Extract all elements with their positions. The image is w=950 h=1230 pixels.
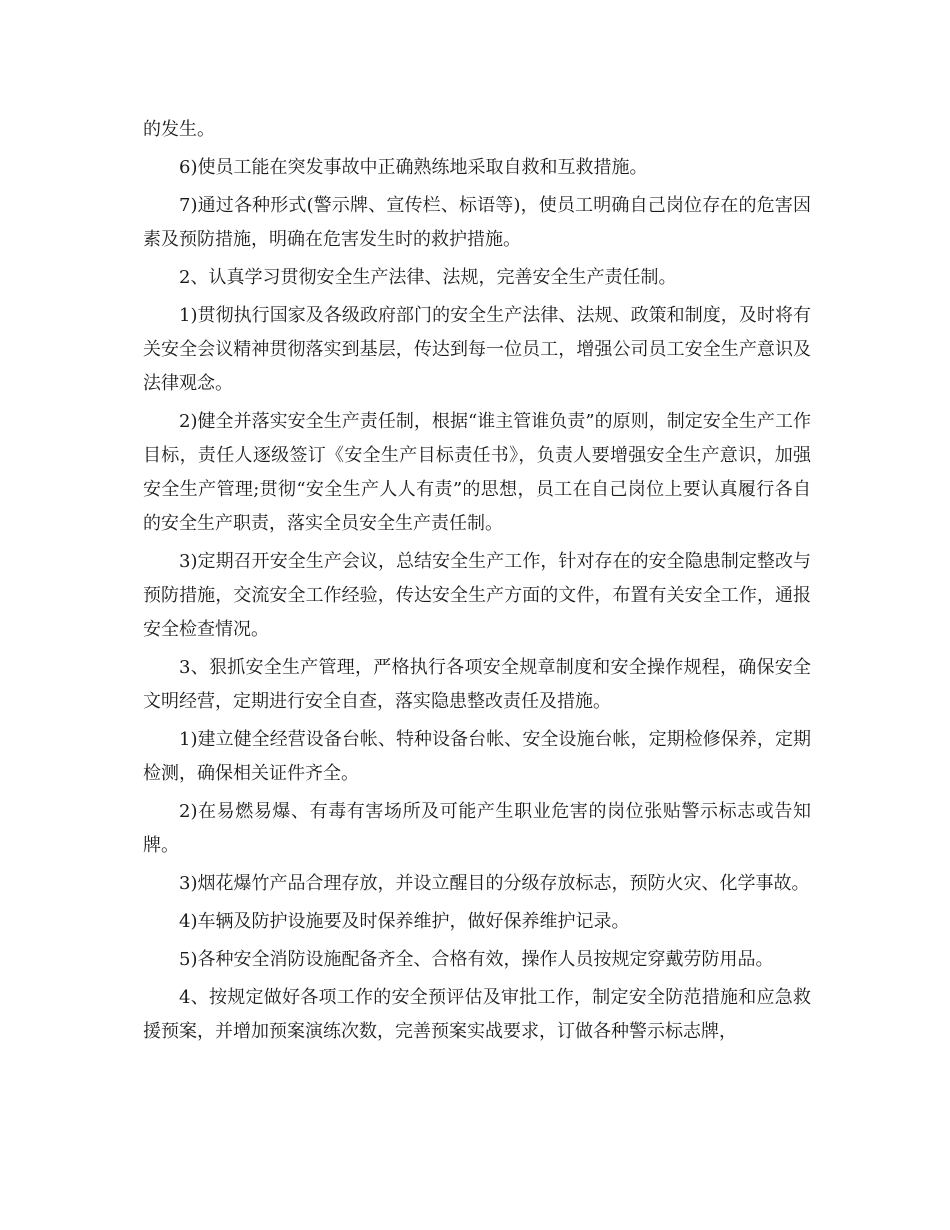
paragraph-item-2-3: 3)定期召开安全生产会议，总结安全生产工作，针对存在的安全隐患制定整改与预防措施，交流安全工作经验，传达安全生产方面的文件，布置有关安全工作，通报安全检查情况。	[143, 551, 811, 640]
paragraph-item-2-2: 2)健全并落实安全生产责任制，根据“谁主管谁负责”的原则，制定安全生产工作目标，责任人逐级签订《安全生产目标责任书》，负责人要增强安全生产意识，加强安全生产管理;贯彻“安全生产人人有责”的思想，员工在自己岗位上要认真履行各自的安全生产职责，落实全员安全生产责任制。	[143, 411, 811, 534]
paragraph-section-2: 2、认真学习贯彻安全生产法律、法规，完善安全生产责任制。	[179, 267, 677, 288]
paragraph-item-3-4: 4)车辆及防护设施要及时保养维护，做好保养维护记录。	[179, 911, 630, 932]
paragraph-section-4: 4、按规定做好各项工作的安全预评估及审批工作，制定安全防范措施和应急救援预案，并增加预案演练次数，完善预案实战要求，订做各种警示标志牌，	[143, 987, 811, 1042]
paragraph-item-3-5: 5)各种安全消防设施配备齐全、合格有效，操作人员按规定穿戴劳防用品。	[179, 949, 774, 970]
document-body	[143, 113, 811, 1053]
paragraph-item-3-2: 2)在易燃易爆、有毒有害场所及可能产生职业危害的岗位张贴警示标志或告知牌。	[143, 801, 811, 856]
paragraph-item-3-1: 1)建立健全经营设备台帐、特种设备台帐、安全设施台帐，定期检修保养，定期检测，确保相关证件齐全。	[143, 729, 811, 784]
paragraph-continuation: 的发生。	[143, 119, 215, 140]
paragraph-item-1-7: 7)通过各种形式(警示牌、宣传栏、标语等)，使员工明确自己岗位存在的危害因素及预防措施，明确在危害发生时的救护措施。	[143, 195, 811, 250]
paragraph-section-3: 3、狠抓安全生产管理，严格执行各项安全规章制度和安全操作规程，确保安全文明经营，定期进行安全自查，落实隐患整改责任及措施。	[143, 657, 811, 712]
paragraph-item-3-3: 3)烟花爆竹产品合理存放，并设立醒目的分级存放标志，预防火灾、化学事故。	[179, 873, 810, 894]
paragraph-item-1-6: 6)使员工能在突发事故中正确熟练地采取自救和互救措施。	[179, 157, 648, 178]
paragraph-item-2-1: 1)贯彻执行国家及各级政府部门的安全生产法律、法规、政策和制度，及时将有关安全会议精神贯彻落实到基层，传达到每一位员工，增强公司员工安全生产意识及法律观念。	[143, 305, 811, 394]
